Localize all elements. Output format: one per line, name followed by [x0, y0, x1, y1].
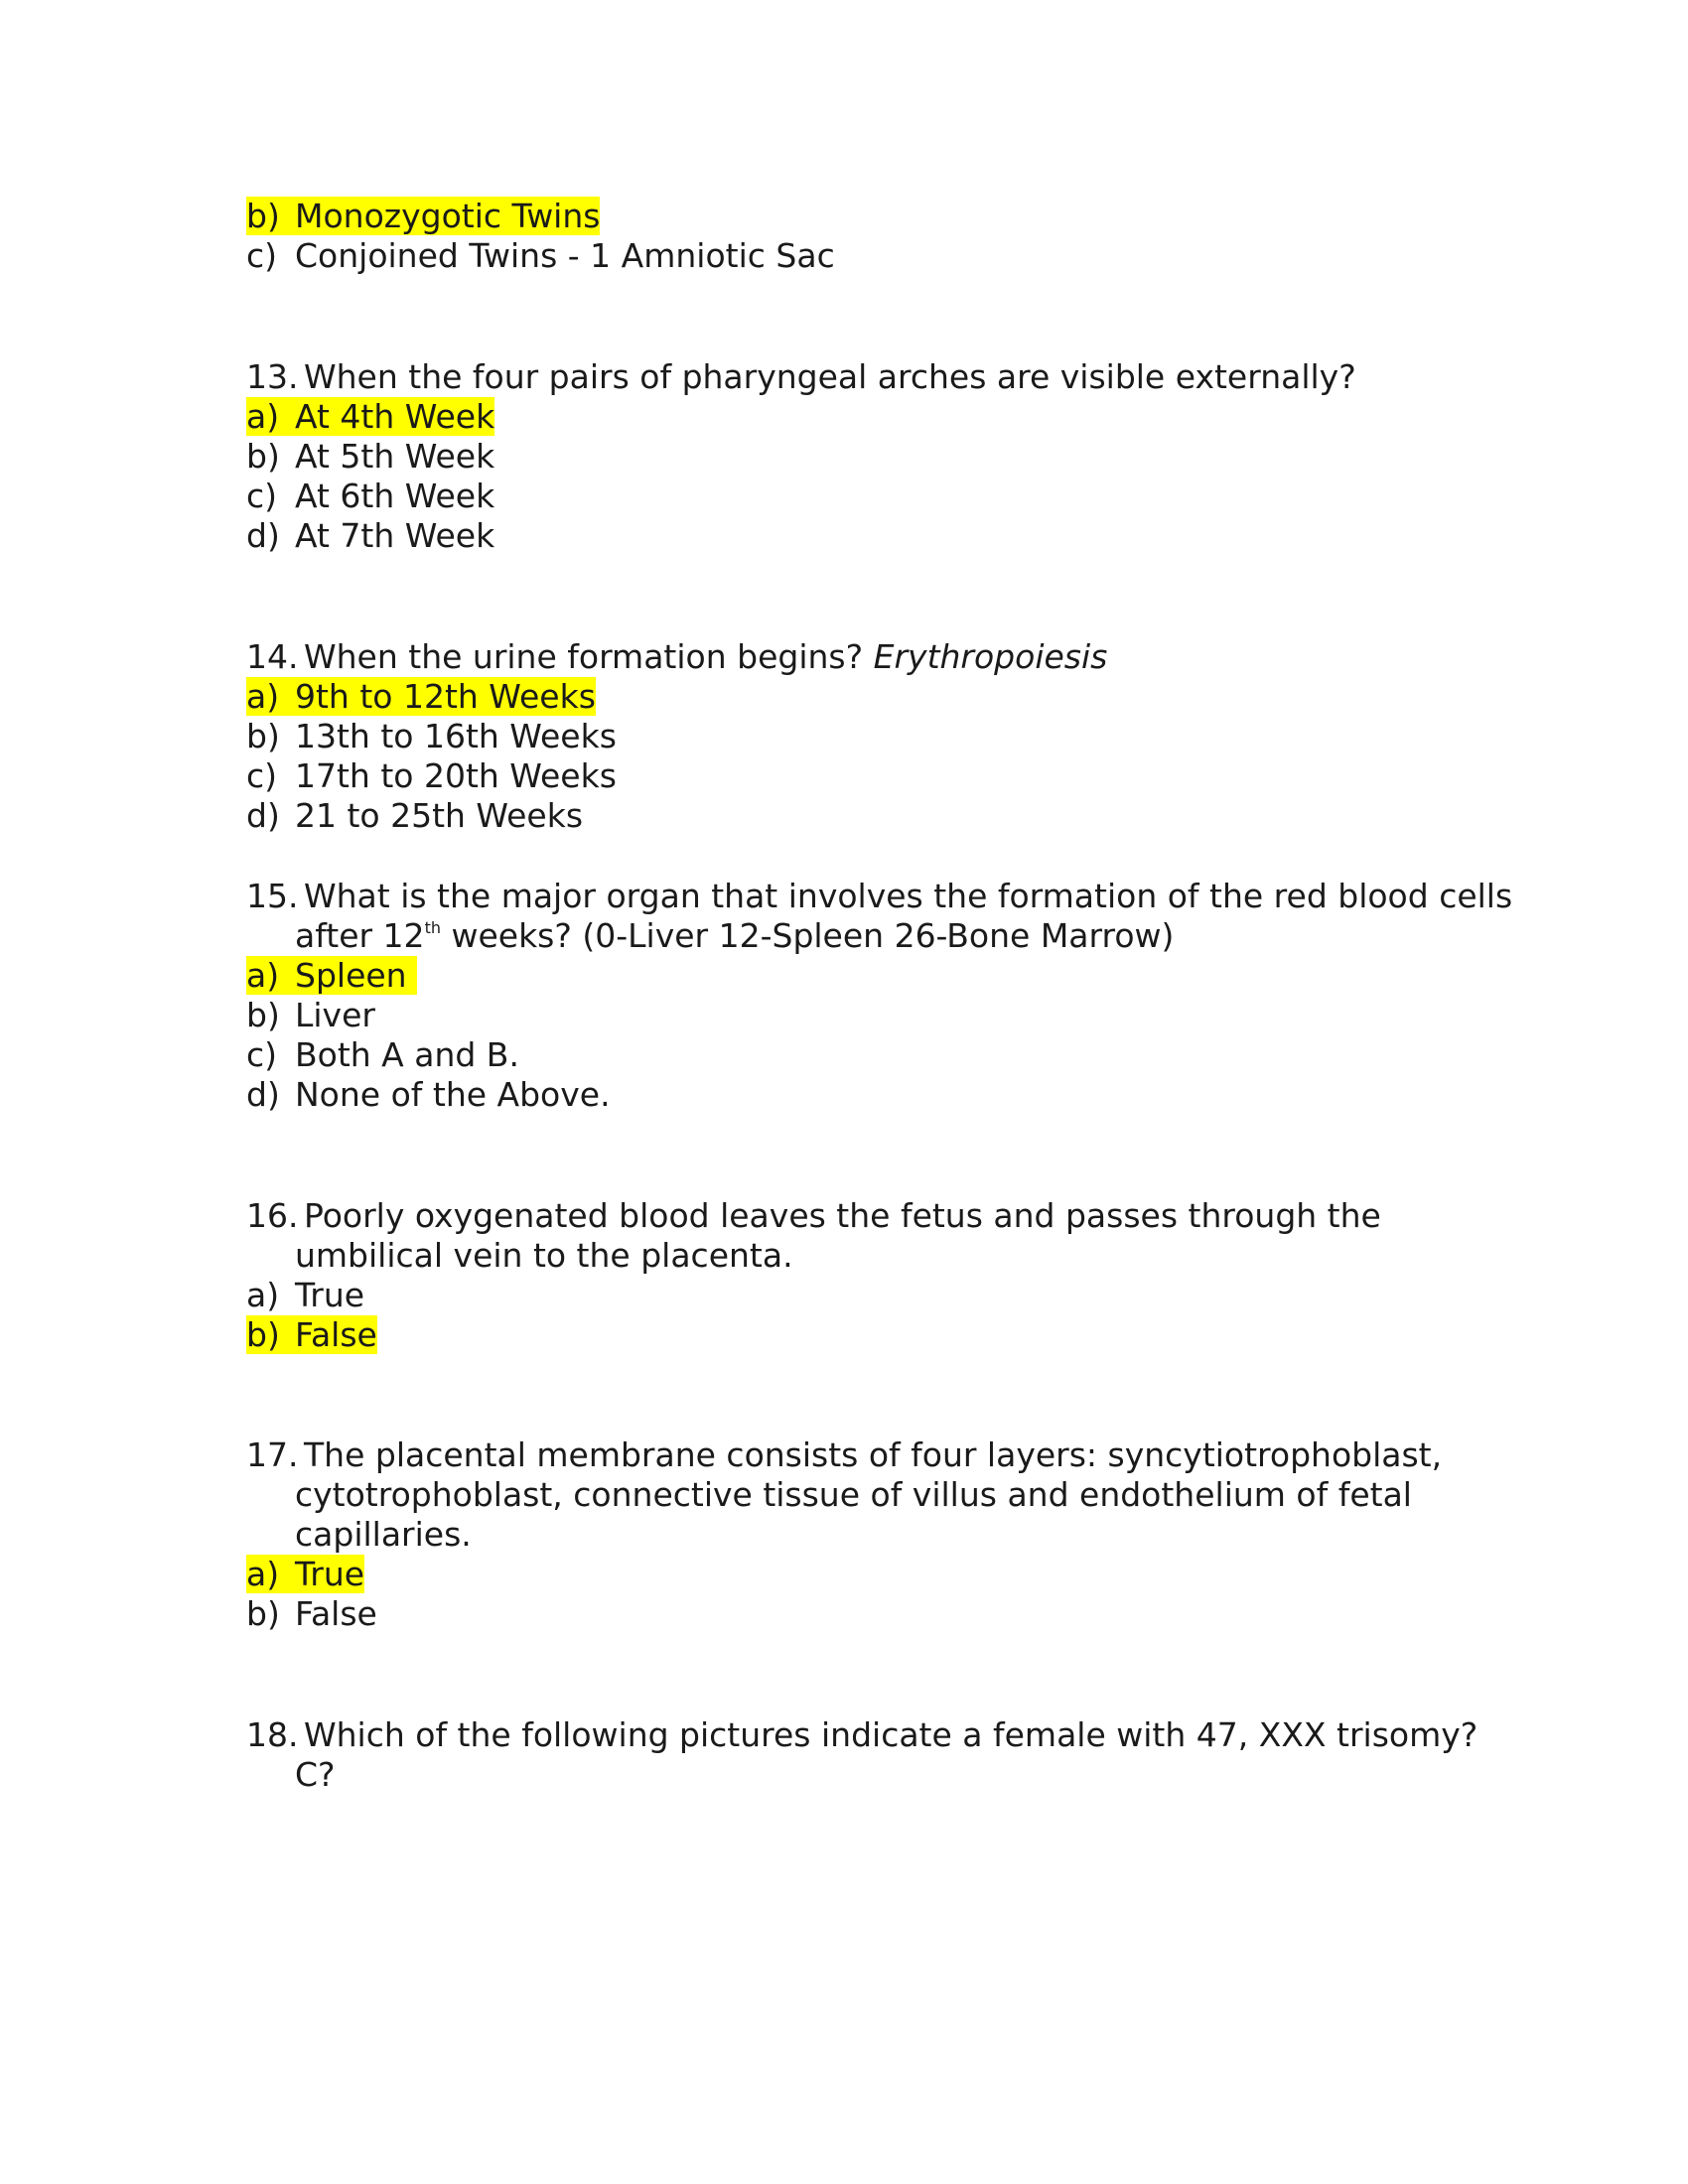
- option-label: b): [246, 1594, 280, 1633]
- option-label: c): [246, 477, 278, 515]
- q17-option-b: [246, 1594, 377, 1634]
- question-17-continuation-1: [295, 1475, 1412, 1515]
- question-text: When the urine formation begins?: [304, 637, 864, 676]
- q15-option-d: [246, 1075, 611, 1115]
- option-c-conjoined: [246, 236, 835, 276]
- question-number: 14.: [246, 637, 299, 676]
- question-15-continuation: [295, 916, 1174, 956]
- option-label: d): [246, 1075, 280, 1114]
- option-label: c): [246, 1035, 278, 1074]
- option-label: a): [246, 956, 280, 995]
- option-text: None of the Above.: [295, 1075, 611, 1114]
- question-16-continuation: [295, 1236, 793, 1276]
- option-text: 13th to 16th Weeks: [295, 717, 617, 755]
- question-number: 17.: [246, 1435, 299, 1474]
- option-label: d): [246, 796, 280, 835]
- q14-option-b: [246, 717, 617, 756]
- option-label: b): [246, 197, 280, 235]
- option-text: False: [295, 1315, 377, 1354]
- question-text: umbilical vein to the placenta.: [295, 1236, 793, 1275]
- q13-option-a: [246, 397, 494, 437]
- question-text: The placental membrane consists of four layers: syncytiotrophoblast,: [304, 1435, 1443, 1474]
- question-text: When the four pairs of pharyngeal arches are visible externally?: [304, 357, 1356, 396]
- option-text: 9th to 12th Weeks: [295, 677, 596, 716]
- q17-option-a: [246, 1555, 364, 1594]
- option-text: Both A and B.: [295, 1035, 519, 1074]
- question-number: 18.: [246, 1715, 299, 1754]
- q15-option-b: [246, 996, 375, 1035]
- q15-option-c: [246, 1035, 519, 1075]
- ordinal-superscript: th: [424, 918, 441, 937]
- question-number: 15.: [246, 877, 299, 915]
- question-text: after 12: [295, 916, 425, 955]
- option-text: Spleen: [295, 956, 418, 995]
- question-18: [246, 1715, 1477, 1755]
- option-text: True: [295, 1555, 365, 1593]
- option-text: At 5th Week: [295, 437, 495, 476]
- option-text: At 7th Week: [295, 516, 495, 555]
- option-text: 21 to 25th Weeks: [295, 796, 584, 835]
- option-label: b): [246, 996, 280, 1034]
- option-text: Conjoined Twins - 1 Amniotic Sac: [295, 236, 835, 275]
- option-b-monozygotic: [246, 197, 600, 236]
- question-text: Poorly oxygenated blood leaves the fetus and passes through the: [304, 1196, 1381, 1235]
- option-text: Liver: [295, 996, 375, 1034]
- option-label: c): [246, 236, 278, 275]
- q14-option-d: [246, 796, 583, 836]
- question-17: [246, 1435, 1442, 1475]
- option-text: Monozygotic Twins: [295, 197, 601, 235]
- question-18-continuation: [295, 1755, 336, 1795]
- q16-option-b: [246, 1315, 377, 1355]
- option-label: b): [246, 717, 280, 755]
- option-label: b): [246, 437, 280, 476]
- question-14: [246, 637, 1107, 677]
- question-13: [246, 357, 1356, 397]
- q15-option-a: [246, 956, 417, 996]
- option-label: a): [246, 397, 280, 436]
- option-text: 17th to 20th Weeks: [295, 756, 617, 795]
- option-label: a): [246, 677, 280, 716]
- q14-option-a: [246, 677, 596, 717]
- question-text: C?: [295, 1755, 336, 1794]
- q13-option-c: [246, 477, 494, 516]
- option-label: a): [246, 1555, 280, 1593]
- option-text: At 6th Week: [295, 477, 495, 515]
- option-text: True: [295, 1276, 365, 1314]
- question-text: weeks? (0-Liver 12-Spleen 26-Bone Marrow): [440, 916, 1175, 955]
- question-text: What is the major organ that involves the formation of the red blood cells: [304, 877, 1513, 915]
- question-note: Erythropoiesis: [873, 637, 1108, 676]
- question-text: cytotrophoblast, connective tissue of villus and endothelium of fetal: [295, 1475, 1412, 1514]
- q14-option-c: [246, 756, 617, 796]
- option-text: False: [295, 1594, 377, 1633]
- question-16: [246, 1196, 1381, 1236]
- option-label: c): [246, 756, 278, 795]
- option-label: d): [246, 516, 280, 555]
- option-text: At 4th Week: [295, 397, 495, 436]
- question-number: 13.: [246, 357, 299, 396]
- option-label: b): [246, 1315, 280, 1354]
- question-text: capillaries.: [295, 1515, 472, 1554]
- q13-option-d: [246, 516, 494, 556]
- q13-option-b: [246, 437, 494, 477]
- option-label: a): [246, 1276, 280, 1314]
- question-number: 16.: [246, 1196, 299, 1235]
- question-15: [246, 877, 1512, 916]
- q16-option-a: [246, 1276, 364, 1315]
- question-17-continuation-2: [295, 1515, 472, 1555]
- question-text: Which of the following pictures indicate a female with 47, XXX trisomy?: [304, 1715, 1478, 1754]
